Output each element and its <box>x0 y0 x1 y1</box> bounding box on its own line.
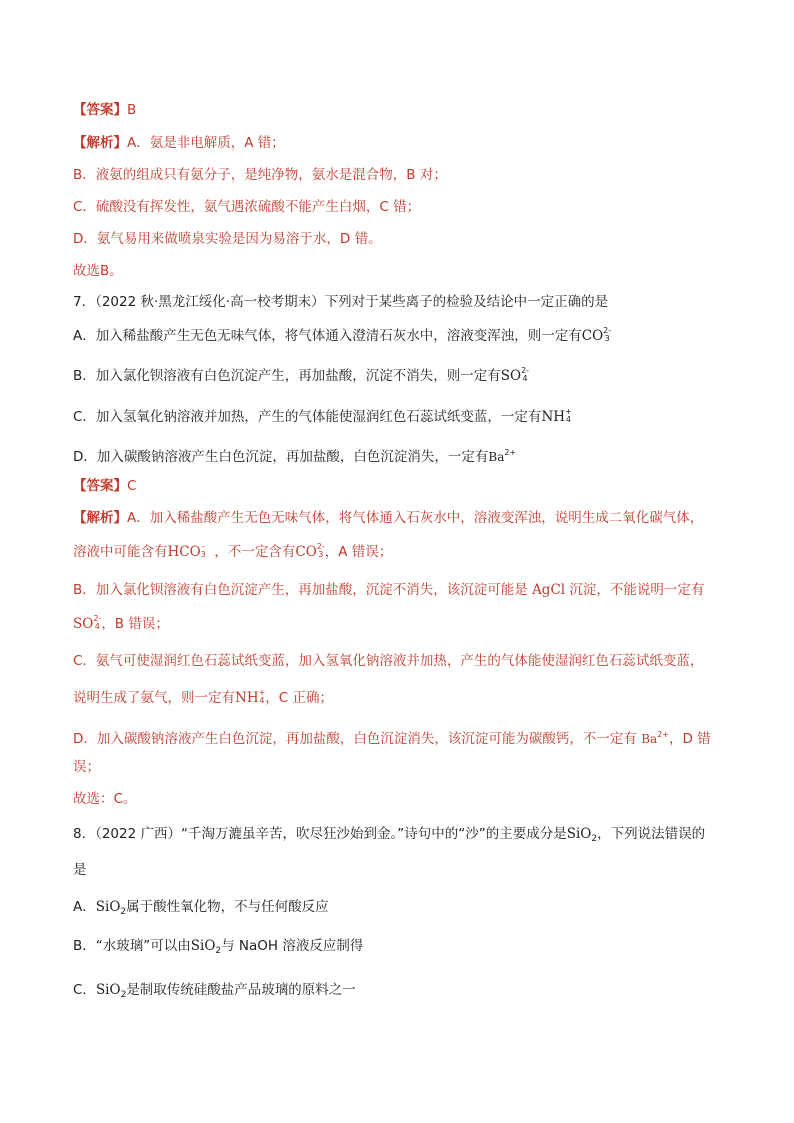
nh4-sub: 4 <box>259 696 265 705</box>
q8c-prefix: C． <box>73 982 96 998</box>
conclusion: 故选B。 <box>73 263 123 279</box>
q8b-text: 与 NaOH 溶液反应制得 <box>221 938 364 954</box>
hco3-sub: 3 <box>200 550 206 559</box>
question-7: 7．（2022 秋·黑龙江绥化·高一校考期末）下列对于某些离子的检验及结论中一定正确的是 <box>73 294 609 310</box>
co3-sup: 2- <box>316 542 325 551</box>
question-8-text-a: 8．（2022 广西）“千淘万漉虽辛苦，吹尽狂沙始到金。”诗句中的“沙”的主要成分是 <box>73 826 567 842</box>
q7-option-c <box>73 407 572 427</box>
analysis-7-line-6 <box>73 688 333 708</box>
analysis-7-label: 【解析】 <box>73 510 127 526</box>
agcl-formula: AgCl <box>532 582 566 598</box>
analysis-7-conclusion: 故选：C。 <box>73 791 137 807</box>
answer-7-label: 【答案】 <box>73 478 127 494</box>
analysis-label: 【解析】 <box>73 135 127 151</box>
q8a-text: 属于酸性氧化物，不与任何酸反应 <box>126 899 329 915</box>
q7a-ion: CO <box>581 328 604 344</box>
q8b-sio2: SiO <box>190 938 216 954</box>
q8-option-c <box>73 980 356 1005</box>
analysis-7-line-1 <box>73 508 703 528</box>
q7-option-b-text: B．加入氯化钡溶液有白色沉淀产生，再加盐酸，沉淀不消失，则一定有 <box>73 368 501 384</box>
q7a-sup: 2- <box>603 326 612 335</box>
co3-ion: CO <box>295 544 317 560</box>
analysis-7-line-2c: ，A 错误； <box>324 544 393 560</box>
answer-line <box>73 100 136 120</box>
ba-ion: Ba <box>641 732 658 746</box>
analysis-7-line-3 <box>73 580 704 600</box>
so4-ion: SO <box>73 616 94 632</box>
q7d-ion: Ba <box>488 450 505 464</box>
answer-value: B <box>127 102 137 118</box>
analysis-7-line-2 <box>73 542 392 562</box>
q7-option-d-text: D．加入碳酸钠溶液产生白色沉淀，再加盐酸，白色沉淀消失，一定有 <box>73 449 489 465</box>
q7d-sup: 2+ <box>504 448 517 457</box>
analysis-b: B．液氨的组成只有氨分子，是纯净物，氨水是混合物，B 对； <box>73 167 447 183</box>
q8-option-a <box>73 897 329 922</box>
sio2-sub: 2 <box>591 834 598 844</box>
hco3-ion: HCO <box>167 544 201 560</box>
answer-7-line <box>73 476 136 496</box>
analysis-7-line-4 <box>73 614 169 634</box>
co3-sub: 3 <box>318 550 324 559</box>
q7-option-a <box>73 326 611 346</box>
ba-sup: 2+ <box>657 730 669 739</box>
analysis-7-line-2a: 溶液中可能含有 <box>73 544 168 560</box>
answer-7-value: C <box>127 478 137 494</box>
question-8-line-2: 是 <box>73 862 87 878</box>
analysis-7-line-6b: ，C 正确； <box>265 690 334 706</box>
q7b-sub: 4 <box>522 374 528 383</box>
q7c-ion: NH <box>541 409 566 425</box>
sio2-formula: SiO <box>566 826 592 842</box>
q7a-sub: 3 <box>604 334 610 343</box>
analysis-7-line-5: C．氨气可使湿润红色石蕊试纸变蓝，加入氢氧化钠溶液并加热，产生的气体能使湿润红色石蕊试纸变蓝， <box>73 653 704 669</box>
analysis-7-line-4b: ，B 错误； <box>101 616 169 632</box>
hco3-sup: - <box>201 542 205 551</box>
so4-sup: 2- <box>93 614 102 623</box>
q8a-prefix: A． <box>73 899 96 915</box>
so4-sub: 4 <box>94 622 100 631</box>
q7b-sup: 2- <box>521 366 530 375</box>
analysis-7-line-3a: B．加入氯化钡溶液有白色沉淀产生，再加盐酸，沉淀不消失，该沉淀可能是 <box>73 582 528 598</box>
q8c-text: 是制取传统硅酸盐产品玻璃的原料之一 <box>126 982 356 998</box>
q8c-sub: 2 <box>120 990 127 1000</box>
analysis-7-line-3b: 沉淀，不能说明一定有 <box>569 582 705 598</box>
q7c-sub: 4 <box>565 415 571 424</box>
q7-option-a-text: A．加入稀盐酸产生无色无味气体，将气体通入澄清石灰水中，溶液变浑浊，则一定有 <box>73 328 582 344</box>
analysis-7-line-7 <box>73 725 711 749</box>
nh4-ion: NH <box>235 690 259 706</box>
analysis-line <box>73 133 285 153</box>
analysis-7-line-8: 误； <box>73 759 100 775</box>
q7-option-b <box>73 366 529 386</box>
analysis-text: A．氨是非电解质，A 错； <box>127 135 285 151</box>
nh4-sup: + <box>258 688 266 697</box>
q8c-sio2: SiO <box>95 982 121 998</box>
q7c-sup: + <box>565 407 572 416</box>
q8a-sub: 2 <box>120 907 127 917</box>
analysis-7-line-6a: 说明生成了氨气，则一定有 <box>73 690 235 706</box>
q8a-sio2: SiO <box>95 899 121 915</box>
analysis-7-text-1: A．加入稀盐酸产生无色无味气体，将气体通入石灰水中，溶液变浑浊，说明生成二氧化碳气体， <box>127 510 704 526</box>
q8-option-b <box>73 936 363 961</box>
analysis-7-line-7a: D．加入碳酸钠溶液产生白色沉淀，再加盐酸，白色沉淀消失，该沉淀可能为碳酸钙，不一定有 <box>73 731 637 747</box>
answer-label: 【答案】 <box>73 102 127 118</box>
question-8-line-1 <box>73 824 705 849</box>
analysis-d: D．氨气易用来做喷泉实验是因为易溶于水，D 错。 <box>73 231 382 247</box>
q8b-sub: 2 <box>215 946 222 956</box>
q7-option-c-text: C．加入氢氧化钠溶液并加热，产生的气体能使湿润红色石蕊试纸变蓝，一定有 <box>73 409 542 425</box>
analysis-c: C．硫酸没有挥发性，氨气遇浓硫酸不能产生白烟，C 错； <box>73 199 421 215</box>
analysis-7-line-2b: ，不一定含有 <box>214 544 296 560</box>
q7b-ion: SO <box>500 368 522 384</box>
q7-option-d <box>73 443 516 467</box>
question-8-text-b: ，下列说法错误的 <box>597 826 706 842</box>
analysis-7-line-7b: ，D 错 <box>668 731 711 747</box>
q8b-prefix: B．“水玻璃”可以由 <box>73 938 191 954</box>
